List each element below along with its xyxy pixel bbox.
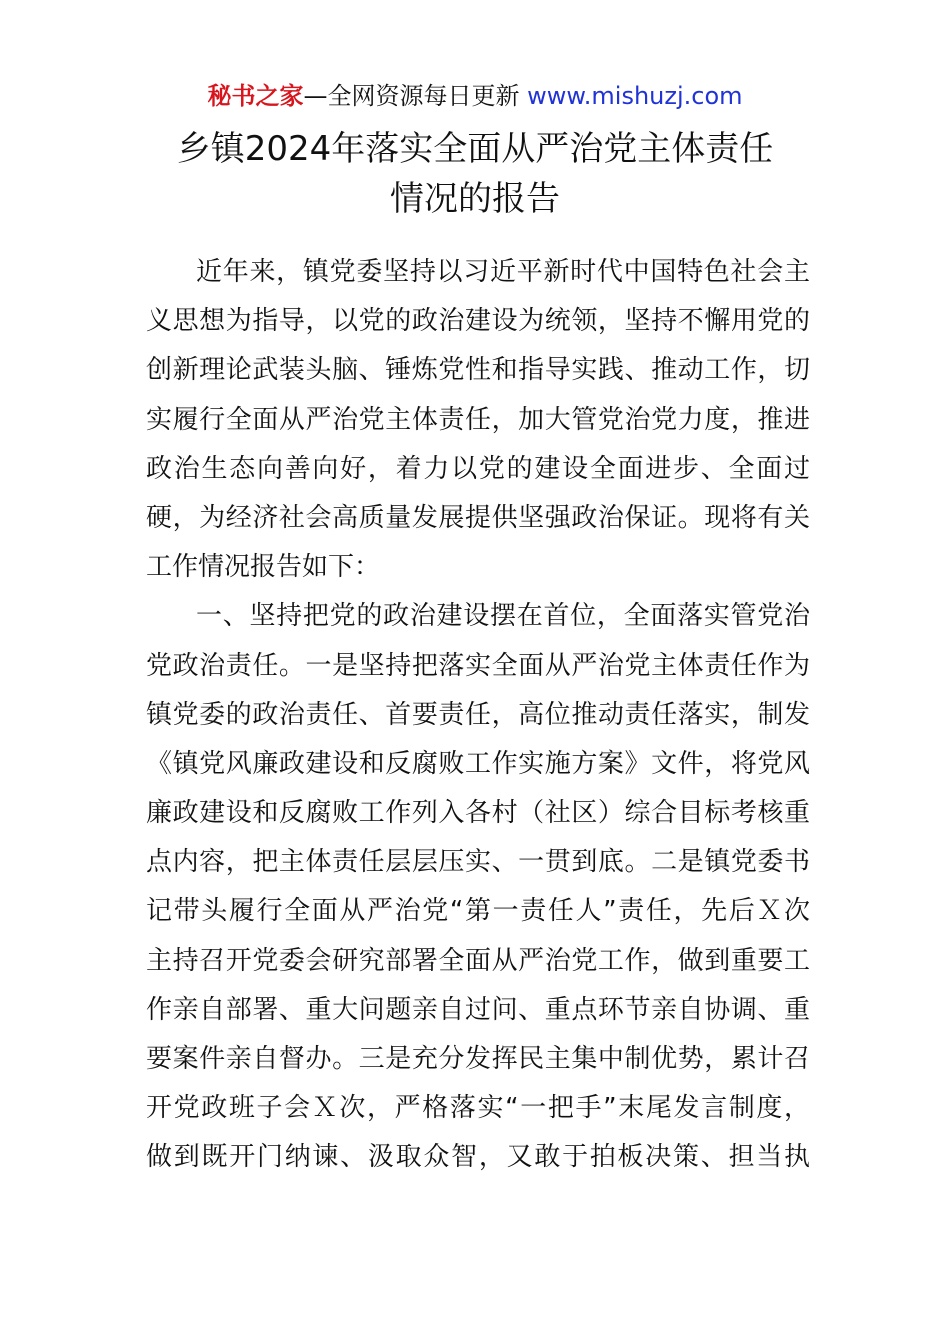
brand-name: 秘书之家: [207, 82, 304, 110]
site-header: [0, 80, 950, 112]
title-line-1: 乡镇2024年落实全面从严治党主体责任: [176, 129, 774, 169]
body-line: 做到既开门纳谏、汲取众智，又敢于拍板决策、担当执: [146, 1142, 810, 1173]
body-line: 开党政班子会Ｘ次，严格落实“一把手”末尾发言制度，: [146, 1093, 810, 1124]
body-line: 工作情况报告如下：: [146, 552, 381, 583]
title-line-2: 情况的报告: [390, 179, 560, 219]
body-line: 实履行全面从严治党主体责任，加大管党治党力度，推进: [146, 404, 810, 435]
body-line: 义思想为指导，以党的政治建设为统领，坚持不懈用党的: [146, 306, 810, 337]
header-tagline: —全网资源每日更新: [303, 82, 520, 110]
site-url-link[interactable]: www.mishuzj.com: [527, 82, 743, 110]
document-body: [146, 248, 810, 1183]
body-line: 记带头履行全面从严治党“第一责任人”责任，先后Ｘ次: [146, 896, 810, 927]
body-line: 近年来，镇党委坚持以习近平新时代中国特色社会主: [196, 257, 810, 287]
body-line: 硬，为经济社会高质量发展提供坚强政治保证。现将有关: [146, 502, 810, 533]
document-title: [0, 124, 950, 224]
body-line: 点内容，把主体责任层层压实、一贯到底。二是镇党委书: [146, 847, 810, 878]
section-heading-line: 一、坚持把党的政治建设摆在首位，全面落实管党治: [196, 601, 810, 632]
body-line: 党政治责任。一是坚持把落实全面从严治党主体责任作为: [146, 650, 810, 681]
body-line: 要案件亲自督办。三是充分发挥民主集中制优势，累计召: [146, 1044, 810, 1074]
body-line: 创新理论武装头脑、锤炼党性和指导实践、推动工作，切: [146, 355, 810, 386]
body-line: 镇党委的政治责任、首要责任，高位推动责任落实，制发: [146, 699, 810, 730]
body-line: 《镇党风廉政建设和反腐败工作实施方案》文件，将党风: [146, 748, 810, 779]
body-line: 主持召开党委会研究部署全面从严治党工作，做到重要工: [146, 945, 810, 976]
body-line: 作亲自部署、重大问题亲自过问、重点环节亲自协调、重: [146, 994, 810, 1025]
body-line: 政治生态向善向好，着力以党的建设全面进步、全面过: [146, 453, 810, 484]
body-line: 廉政建设和反腐败工作列入各村（社区）综合目标考核重: [146, 798, 810, 829]
